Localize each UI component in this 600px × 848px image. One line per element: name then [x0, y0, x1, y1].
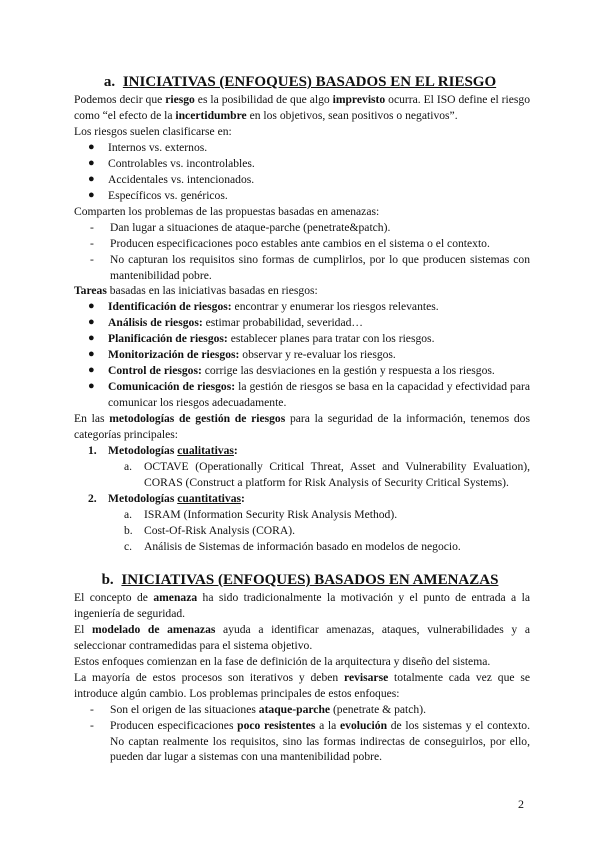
- section-a-heading: [0, 73, 600, 91]
- list-item: - No capturan los requisitos sino formas de cumplirlos, por lo que producen sistemas con mantenibilidad pobre.: [90, 253, 530, 282]
- list-item: - Producen especificaciones poco estables ante cambios en el sistema o el contexto.: [90, 237, 490, 250]
- qualitative-heading: 1. Metodologías cualitativas:: [88, 444, 238, 457]
- page-number: 2: [518, 797, 524, 811]
- problems-intro: Comparten los problemas de las propuestas basadas en amenazas:: [74, 205, 380, 218]
- task-item: ● Identificación de riesgos: encontrar y enumerar los riesgos relevantes.: [88, 300, 439, 313]
- dash-icon: -: [90, 221, 94, 234]
- task-item: ● Control de riesgos: corrige las desviaciones en la gestión y respuesta a los riesgos.: [88, 364, 495, 377]
- list-item: - Son el origen de las situaciones ataque-parche (penetrate & patch).: [90, 703, 426, 716]
- bullet-icon: ●: [88, 157, 95, 169]
- list-item: a. OCTAVE (Operationally Critical Threat, Asset and Vulnerability Evaluation), CORAS (Construct a platform for Risk Analysis of Security Critical Systems).: [124, 460, 530, 489]
- list-item: a. ISRAM (Information Security Risk Analysis Method).: [124, 508, 398, 521]
- dash-icon: -: [90, 703, 94, 716]
- list-item: - Dan lugar a situaciones de ataque-parche (penetrate&patch).: [90, 221, 391, 234]
- section-b-number: b.: [101, 572, 114, 588]
- bullet-icon: ●: [88, 348, 95, 360]
- bullet-icon: ●: [88, 173, 95, 185]
- bullet-icon: ●: [88, 189, 95, 201]
- list-item: c. Análisis de Sistemas de información basado en modelos de negocio.: [124, 540, 461, 553]
- dash-icon: -: [90, 719, 94, 732]
- dash-icon: -: [90, 253, 94, 266]
- threat-modeling-paragraph: El modelado de amenazas ayuda a identificar amenazas, ataques, vulnerabilidades y a seleccionar contramedidas para el sistema objetivo.: [74, 623, 530, 652]
- list-item: b. Cost-Of-Risk Analysis (CORA).: [124, 524, 296, 537]
- task-item: ● Planificación de riesgos: establecer planes para tratar con los riesgos.: [88, 332, 435, 345]
- list-item: ● Accidentales vs. intencionados.: [88, 173, 255, 186]
- bullet-icon: ●: [88, 380, 95, 392]
- task-item: ● Comunicación de riesgos: la gestión de riesgos se basa en la capacidad y efectividad para comunicar los riesgos adecuadamente.: [88, 380, 530, 409]
- classify-intro: Los riesgos suelen clasificarse en:: [74, 125, 232, 138]
- task-item: ● Análisis de riesgos: estimar probabilidad, severidad…: [88, 316, 364, 329]
- list-item: ● Controlables vs. incontrolables.: [88, 157, 255, 170]
- bullet-icon: ●: [88, 364, 95, 376]
- methods-intro: En las metodologías de gestión de riesgos para la seguridad de la información, tenemos dos categorías principales:: [74, 412, 530, 441]
- risk-definition-paragraph: Podemos decir que riesgo es la posibilidad de que algo imprevisto ocurra. El ISO define el riesgo como “el efecto de la incertidumbre en los objetivos, sean positivos o negativos”.: [74, 93, 530, 122]
- threat-concept-paragraph: El concepto de amenaza ha sido tradicionalmente la motivación y el punto de entrada a la ingeniería de seguridad.: [74, 591, 530, 620]
- section-b-heading: [0, 571, 600, 589]
- bullet-icon: ●: [88, 316, 95, 328]
- task-item: ● Monitorización de riesgos: observar y re-evaluar los riesgos.: [88, 348, 396, 361]
- section-b-title: INICIATIVAS (ENFOQUES) BASADOS EN AMENAZAS: [121, 572, 499, 588]
- architecture-paragraph: Estos enfoques comienzan en la fase de definición de la arquitectura y diseño del sistema.: [74, 655, 491, 668]
- list-item: ● Internos vs. externos.: [88, 141, 208, 154]
- quantitative-heading: 2. Metodologías cuantitativas:: [88, 492, 245, 505]
- dash-icon: -: [90, 237, 94, 250]
- list-item: - Producen especificaciones poco resistentes a la evolución de los sistemas y el contexto. No captan realmente los requisitos, sino las formas indirectas de conseguirlos, por ello, pueden dar lugar a sistemas con una mantenibilidad pobre.: [90, 719, 531, 763]
- bullet-icon: ●: [88, 141, 95, 153]
- bullet-icon: ●: [88, 332, 95, 344]
- list-item: ● Específicos vs. genéricos.: [88, 189, 228, 202]
- section-a-number: a.: [103, 74, 116, 90]
- bullet-icon: ●: [88, 300, 95, 312]
- iterative-paragraph: La mayoría de estos procesos son iterativos y deben revisarse totalmente cada vez que se introduce algún cambio. Los problemas principales de estos enfoques:: [74, 671, 530, 700]
- section-a-title: INICIATIVAS (ENFOQUES) BASADOS EN EL RIESGO: [122, 74, 497, 90]
- tasks-intro: Tareas basadas en las iniciativas basadas en riesgos:: [74, 284, 318, 297]
